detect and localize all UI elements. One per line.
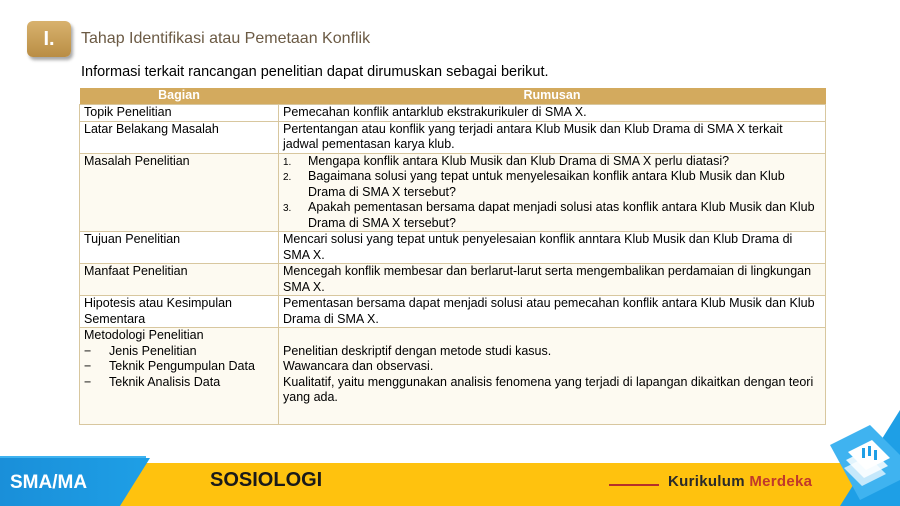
- row-label: Topik Penelitian: [80, 105, 279, 122]
- list-item: [283, 154, 821, 170]
- header-rumusan: Rumusan: [279, 88, 826, 105]
- sub-value: Wawancara dan observasi.: [283, 359, 434, 373]
- row-value: Pementasan bersama dapat menjadi solusi atau pemecahan konflik antara Klub Musik dan Klub Drama di SMA X.: [279, 296, 826, 328]
- header-bagian: Bagian: [80, 88, 279, 105]
- question-list: [283, 154, 821, 232]
- list-text: Bagaimana solusi yang tepat untuk menyelesaikan konflik antara Klub Musik dan Klub Drama di SMA X tersebut?: [308, 169, 785, 199]
- brand-word-2: Merdeka: [749, 473, 813, 490]
- table-row: [80, 328, 826, 425]
- table-row: [80, 232, 826, 264]
- sub-label: Teknik Analisis Data: [109, 374, 221, 389]
- row-value: Pertentangan atau konflik yang terjadi antara Klub Musik dan Klub Drama di SMA X terkait jadwal pementasan karya klub.: [279, 121, 826, 153]
- row-label: Tujuan Penelitian: [80, 232, 279, 264]
- row-value: [279, 328, 826, 425]
- list-item: [84, 375, 274, 391]
- research-design-table: [79, 88, 826, 425]
- row-label: Masalah Penelitian: [80, 153, 279, 232]
- table-row: [80, 264, 826, 296]
- row-value: [279, 153, 826, 232]
- list-text: Mengapa konflik antara Klub Musik dan Klub Drama di SMA X perlu diatasi?: [308, 153, 730, 168]
- dash-bullet: −: [84, 374, 92, 389]
- list-item: [84, 359, 274, 375]
- books-logo-icon: [800, 410, 900, 506]
- table-row: [80, 296, 826, 328]
- brand-word-1: Kurikulum: [668, 473, 745, 490]
- metodologi-title: Metodologi Penelitian: [84, 328, 204, 342]
- subject-label: SOSIOLOGI: [210, 469, 323, 491]
- table-row: [80, 153, 826, 232]
- list-item: [283, 169, 821, 200]
- list-item: [283, 200, 821, 231]
- table-row: [80, 121, 826, 153]
- brand-divider-line: [609, 484, 659, 486]
- row-label: Latar Belakang Masalah: [80, 121, 279, 153]
- row-label: [80, 328, 279, 425]
- intro-text: Informasi terkait rancangan penelitian dapat dirumuskan sebagai berikut.: [81, 64, 549, 80]
- table-row: [80, 105, 826, 122]
- list-item: [84, 344, 274, 360]
- sub-label: Teknik Pengumpulan Data: [109, 359, 255, 373]
- curriculum-brand: [668, 473, 812, 490]
- section-number-badge: I.: [27, 21, 71, 57]
- list-number: 1.: [283, 156, 292, 168]
- list-number: 3.: [283, 203, 292, 214]
- sub-value: Penelitian deskriptif dengan metode studi kasus.: [283, 343, 552, 358]
- row-value: Mencari solusi yang tepat untuk penyelesaian konflik anntara Klub Musik dan Klub Drama di SMA X.: [279, 232, 826, 264]
- dash-bullet: −: [84, 343, 92, 358]
- sub-value: Kualitatif, yaitu menggunakan analisis fenomena yang terjadi di lapangan dikaitkan dengan teori yang ada.: [283, 374, 814, 404]
- table-header-row: [80, 88, 826, 105]
- row-value: Mencegah konflik membesar dan berlarut-larut serta mengembalikan perdamaian di lingkungan SMA X.: [279, 264, 826, 296]
- row-value: Pemecahan konflik antarklub ekstrakurikuler di SMA X.: [279, 105, 826, 122]
- list-text: Apakah pementasan bersama dapat menjadi solusi atas konflik antara Klub Musik dan Klub Drama di SMA X tersebut?: [308, 200, 815, 230]
- section-title: Tahap Identifikasi atau Pemetaan Konflik: [81, 30, 371, 47]
- dash-bullet: −: [84, 359, 92, 373]
- school-level-label: SMA/MA: [10, 472, 88, 493]
- row-label: Hipotesis atau Kesimpulan Sementara: [80, 296, 279, 328]
- sub-label: Jenis Penelitian: [109, 343, 197, 358]
- list-number: 2.: [283, 172, 292, 183]
- row-label: Manfaat Penelitian: [80, 264, 279, 296]
